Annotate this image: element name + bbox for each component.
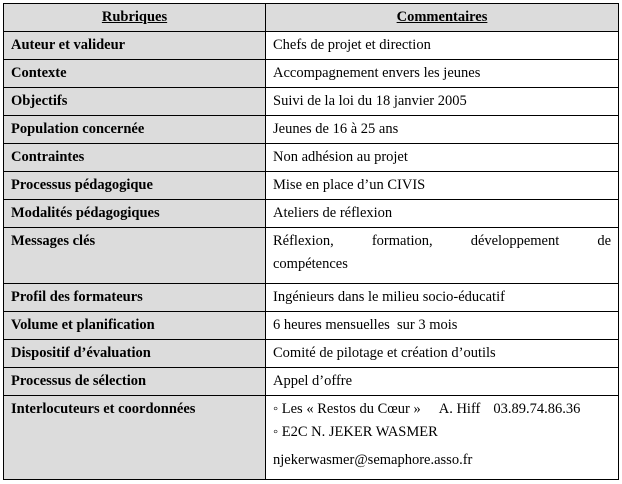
table-row xyxy=(4,88,619,116)
row-value: Suivi de la loi du 18 janvier 2005 xyxy=(266,88,619,116)
table-row xyxy=(4,200,619,228)
row-value: 6 heures mensuelles sur 3 mois xyxy=(266,312,619,340)
row-label: Profil des formateurs xyxy=(4,284,266,312)
table-header-row xyxy=(4,4,619,32)
contact-line-3 xyxy=(273,446,611,474)
table-row xyxy=(4,340,619,368)
contact-person: A. Hiff xyxy=(438,401,481,417)
row-label: Contraintes xyxy=(4,144,266,172)
table-row xyxy=(4,60,619,88)
table-row xyxy=(4,144,619,172)
row-label: Messages clés xyxy=(4,228,266,284)
messages-line-1 xyxy=(273,233,611,250)
table-row xyxy=(4,284,619,312)
row-label: Processus de sélection xyxy=(4,368,266,396)
row-value: Non adhésion au projet xyxy=(266,144,619,172)
row-value-messages xyxy=(266,228,619,284)
row-label: Modalités pédagogiques xyxy=(4,200,266,228)
header-commentaires: Commentaires xyxy=(266,4,619,32)
table-row xyxy=(4,172,619,200)
row-value-contacts xyxy=(266,396,619,480)
contact-line-1 xyxy=(273,401,611,418)
contact-email: njekerwasmer@semaphore.asso.fr xyxy=(273,452,473,468)
table-row xyxy=(4,396,619,480)
row-label: Dispositif d’évaluation xyxy=(4,340,266,368)
word: Réflexion, xyxy=(273,233,334,249)
row-label: Processus pédagogique xyxy=(4,172,266,200)
row-label: Population concernée xyxy=(4,116,266,144)
row-label: Auteur et valideur xyxy=(4,32,266,60)
row-value: Ateliers de réflexion xyxy=(266,200,619,228)
row-label: Contexte xyxy=(4,60,266,88)
contact-phone: 03.89.74.86.36 xyxy=(493,401,581,417)
row-label: Interlocuteurs et coordonnées xyxy=(4,396,266,480)
row-label: Objectifs xyxy=(4,88,266,116)
table-row xyxy=(4,312,619,340)
rubriques-table xyxy=(3,3,619,480)
table-row xyxy=(4,32,619,60)
row-value: Jeunes de 16 à 25 ans xyxy=(266,116,619,144)
row-value: Ingénieurs dans le milieu socio-éducatif xyxy=(266,284,619,312)
row-value: Comité de pilotage et création d’outils xyxy=(266,340,619,368)
table-row xyxy=(4,116,619,144)
contact-organisation: ◦ Les « Restos du Cœur » xyxy=(273,401,421,417)
table-row xyxy=(4,368,619,396)
messages-line-2: compétences xyxy=(273,256,348,272)
word: de xyxy=(597,233,611,249)
contact-second: ◦ E2C N. JEKER WASMER xyxy=(273,424,438,440)
header-rubriques: Rubriques xyxy=(4,4,266,32)
row-value: Appel d’offre xyxy=(266,368,619,396)
word: développement xyxy=(470,233,560,249)
table-row xyxy=(4,228,619,284)
word: formation, xyxy=(371,233,433,249)
row-value: Accompagnement envers les jeunes xyxy=(266,60,619,88)
row-value: Chefs de projet et direction xyxy=(266,32,619,60)
contact-line-2 xyxy=(273,418,611,446)
row-value: Mise en place d’un CIVIS xyxy=(266,172,619,200)
row-label: Volume et planification xyxy=(4,312,266,340)
